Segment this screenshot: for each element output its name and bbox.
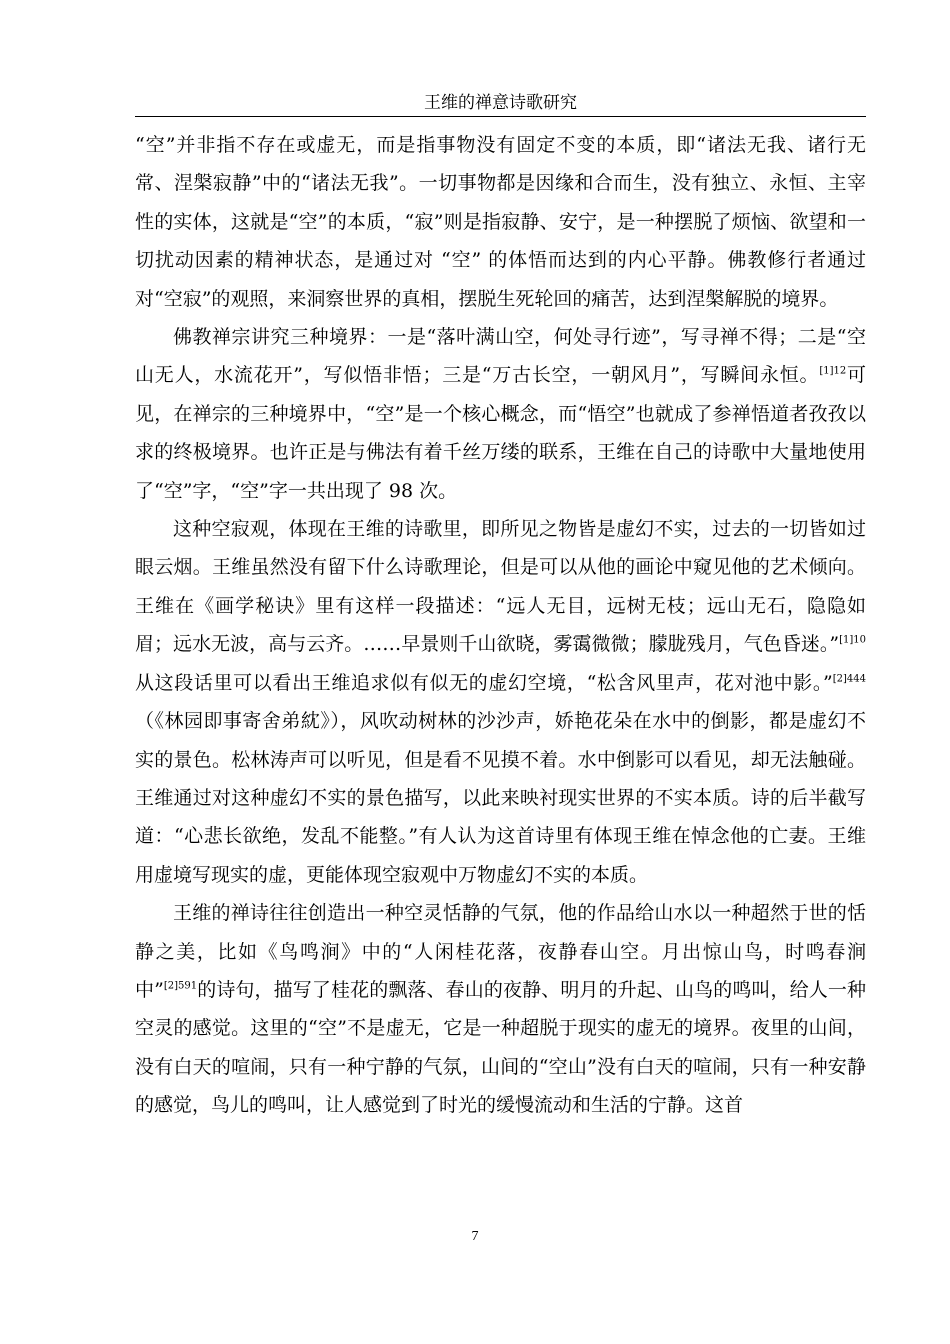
- paragraph-text: 的诗句，描写了桂花的飘落、春山的夜静、明月的升起、山鸟的鸣叫，给人一种空灵的感觉。这里的“空”不是虚无，它是一种超脱于现实的虚无的境界。夜里的山间，没有白天的喧闹，只有一种宁静的气氛，山间的“空山”没有白天的喧闹，只有一种安静的感觉，鸟儿的鸣叫，让人感觉到了时光的缓慢流动和生活的宁静。这首: [135, 978, 866, 1117]
- paragraph-text: （《林园即事寄舍弟紞》），风吹动树林的沙沙声，娇艳花朵在水中的倒影，都是虚幻不实的景色。松林涛声可以听见，但是看不见摸不着。水中倒影可以看见，却无法触碰。王维通过对这种虚幻不实的景色描写，以此来映衬现实世界的不实本质。诗的后半截写道：“心悲长欲绝，发乱不能整。”有人认为这首诗里有体现王维在悼念他的亡妻。王维用虚境写现实的虚，更能体现空寂观中万物虚幻不实的本质。: [135, 710, 866, 886]
- header-rule: [135, 116, 866, 117]
- paragraph: [135, 126, 866, 318]
- paragraph-text: 佛教禅宗讲究三种境界：一是“落叶满山空，何处寻行迹”，写寻禅不得；二是“空山无人，水流花开”，写似悟非悟；三是“万古长空，一朝风月”，写瞬间永恒。: [135, 326, 866, 387]
- paragraph: [135, 894, 866, 1124]
- paragraph-text: 可见，在禅宗的三种境界中，“空”是一个核心概念，而“悟空”也就成了参禅悟道者孜孜以求的终极境界。也许正是与佛法有着千丝万缕的联系，王维在自己的诗歌中大量地使用了“空”字，“空”字一共出现了 98 次。: [135, 364, 866, 502]
- paragraph: [135, 318, 866, 510]
- running-header: 王维的禅意诗歌研究: [424, 93, 577, 113]
- paragraph: [135, 510, 866, 894]
- paragraph-text: 从这段话里可以看出王维追求似有似无的虚幻空境，“松含风里声，花对池中影。”: [135, 671, 833, 694]
- paragraph-text: “空”并非指不存在或虚无，而是指事物没有固定不变的本质，即“诸法无我、诸行无常、涅槃寂静”中的“诸法无我”。一切事物都是因缘和合而生，没有独立、永恒、主宰性的实体，这就是“空”的本质，“寂”则是指寂静、安宁，是一种摆脱了烦恼、欲望和一切扰动因素的精神状态，是通过对 “空” 的体悟而达到的内心平静。佛教修行者通过对“空寂”的观照，来洞察世界的真相，摆脱生死轮回的痛苦，达到涅槃解脱的境界。: [135, 134, 866, 310]
- citation-marker: [2]591: [163, 980, 198, 992]
- citation-marker: [2]444: [832, 673, 866, 685]
- paragraph-text: 王维的禅诗往往创造出一种空灵恬静的气氛，他的作品给山水以一种超然于世的恬静之美，比如《鸟鸣涧》中的“人闲桂花落，夜静春山空。月出惊山鸟，时鸣春涧中”: [135, 902, 866, 1001]
- citation-marker: [1]12: [819, 366, 847, 378]
- citation-marker: [1]10: [839, 634, 866, 646]
- page-number: 7: [471, 1229, 479, 1244]
- body-text: [135, 126, 866, 1125]
- paragraph-text: 这种空寂观，体现在王维的诗歌里，即所见之物皆是虚幻不实，过去的一切皆如过眼云烟。王维虽然没有留下什么诗歌理论，但是可以从他的画论中窥见他的艺术倾向。王维在《画学秘诀》里有这样一段描述：“远人无目，远树无枝；远山无石，隐隐如眉；远水无波，高与云齐。……早景则千山欲晓，雾霭微微；朦胧残月，气色昏迷。”: [135, 518, 866, 656]
